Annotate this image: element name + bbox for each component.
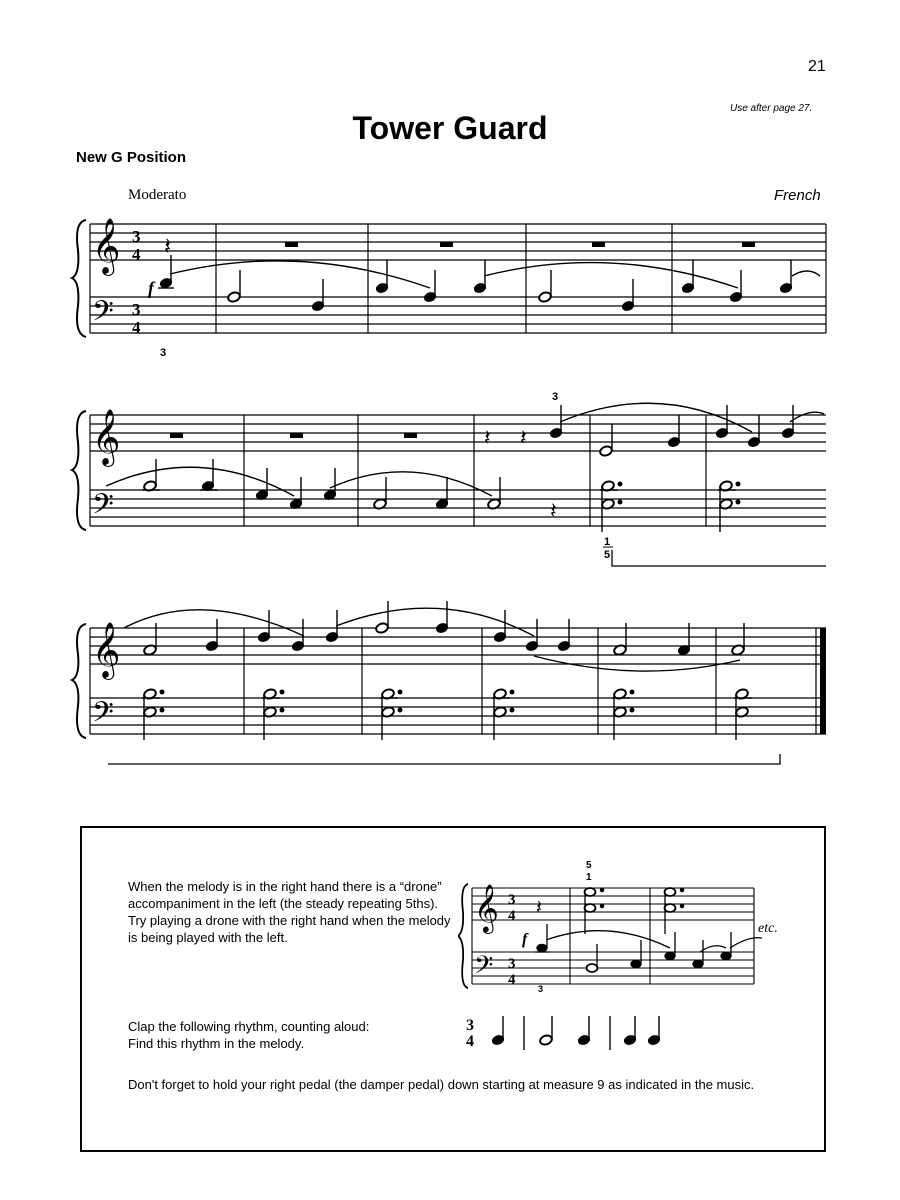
time-signature-top: 3	[132, 227, 141, 246]
fingering-number: 3	[160, 347, 167, 359]
fingering-number: 5	[604, 549, 611, 561]
use-after-note: Use after page 27.	[730, 103, 813, 114]
song-title: Tower Guard	[352, 110, 548, 146]
whole-rests	[170, 433, 417, 438]
bass-clef-icon: 𝄢	[92, 295, 114, 335]
treble-clef-icon: 𝄞	[92, 218, 121, 274]
treble-clef-icon: 𝄞	[92, 622, 121, 678]
treble-clef-icon: 𝄞	[92, 409, 121, 465]
info-box	[80, 826, 826, 1152]
clap-text: Clap the following rhythm, counting aloud:	[128, 1019, 370, 1034]
time-signature-top: 3	[508, 956, 516, 972]
fingering-number: 1	[604, 536, 611, 548]
time-signature-bottom: 4	[508, 972, 516, 988]
bass-clef-icon: 𝄢	[92, 488, 114, 528]
pedal-line	[612, 550, 826, 566]
position-label: New G Position	[76, 149, 187, 166]
example-notes	[535, 888, 731, 972]
time-signature-bottom: 4	[132, 318, 141, 337]
rhythm-example	[464, 1008, 694, 1058]
time-signature-top: 3	[466, 1017, 474, 1034]
dynamic-forte: f	[522, 931, 528, 948]
drone-example-score	[458, 852, 808, 992]
fingering-number: 5	[586, 860, 592, 871]
dynamic-forte: f	[148, 278, 154, 298]
slurs	[546, 931, 762, 952]
bass-drone-notes	[142, 688, 752, 740]
page-number: 21	[808, 58, 826, 75]
whole-rests	[285, 242, 755, 247]
bass-notes	[158, 255, 793, 312]
music-system-2	[0, 380, 900, 580]
clap-instructions	[128, 1018, 458, 1052]
bass-clef-icon: 𝄢	[474, 951, 494, 986]
time-signature-bottom: 4	[132, 245, 141, 264]
pedal-line	[108, 754, 780, 764]
find-rhythm-text: Find this rhythm in the melody.	[128, 1036, 305, 1051]
rhythm-notes	[491, 1016, 660, 1050]
quarter-rest-icon: 𝄽	[484, 426, 491, 451]
treble-clef-icon: 𝄞	[474, 883, 499, 932]
tempo-marking: Moderato	[128, 187, 187, 203]
time-signature-bottom: 4	[466, 1033, 474, 1050]
drone-explanation: When the melody is in the right hand there is a “drone” accompaniment in the left (the steady repeating 5ths). Try playing a drone with the right hand when the melody is being played with the left.	[128, 879, 451, 945]
quarter-rest-icon: 𝄽	[520, 426, 527, 451]
bass-notes	[142, 459, 740, 532]
time-signature-bottom: 4	[508, 908, 516, 924]
quarter-rest-icon: 𝄽	[550, 499, 557, 524]
pedal-reminder: Don't forget to hold your right pedal (the damper pedal) down starting at measure 9 as indicated in the music.	[128, 1077, 755, 1092]
fingering-number: 3	[538, 984, 544, 992]
fingering-number: 3	[552, 391, 559, 403]
slurs	[170, 261, 820, 288]
fingering-number: 1	[586, 872, 592, 883]
bass-clef-icon: 𝄢	[92, 696, 114, 736]
quarter-rest-icon: 𝄽	[164, 232, 172, 260]
music-system-3	[0, 590, 900, 780]
etc-marking: etc.	[758, 921, 778, 936]
music-system-1	[0, 200, 900, 360]
time-signature-top: 3	[508, 892, 516, 908]
time-signature-top: 3	[132, 300, 141, 319]
quarter-rest-icon: 𝄽	[536, 895, 543, 919]
composer-credit: French	[774, 187, 821, 204]
